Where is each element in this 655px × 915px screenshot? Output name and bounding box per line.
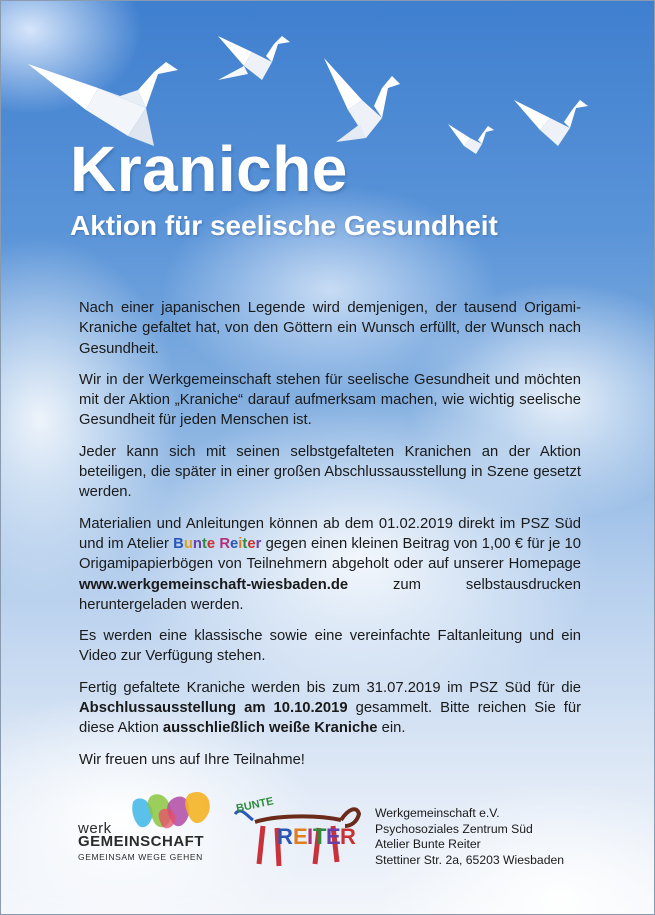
paragraph-materials: Materialien und Anleitungen können ab dem 01.02.2019 direkt im PSZ Süd und im Atelier Bunte Reiter gegen einen kleinen Beitrag von 1,00 € für je 10 Origamipapierbögen von Teilnehmern abgeholt oder auf unserer Homepage www.werkgemeinschaft-wiesbaden.de zum selbstausdrucken heruntergeladen werden.: [79, 515, 581, 613]
svg-text:E: E: [293, 824, 308, 849]
contact-line: Stettiner Str. 2a, 65203 Wiesbaden: [375, 852, 565, 867]
paragraph-intro: Wir in der Werkgemeinschaft stehen für seelische Gesundheit und möchten mit der Aktion „Kraniche“ darauf aufmerksam machen, wie wichtig seelische Gesundheit für jeden Menschen ist.: [79, 371, 581, 429]
wg-logo-tagline: GEMEINSAM WEGE GEHEN: [78, 852, 203, 862]
paragraph-deadline: Fertig gefaltete Kraniche werden bis zum 31.07.2019 im PSZ Süd für die Abschlussausstellung am 10.10.2019 gesammelt. Bitte reichen Sie für diese Aktion ausschließlich weiße Kraniche ein.: [79, 679, 581, 737]
paragraph-participation: Jeder kann sich mit seinen selbstgefalteten Kranichen an der Aktion beteiligen, die später in einer großen Abschlussausstellung in Szene gesetzt werden.: [79, 443, 581, 501]
origami-crane-icon: [322, 58, 400, 142]
body-text: [79, 298, 581, 781]
exhibition-date: Abschlussausstellung am 10.10.2019: [79, 700, 348, 717]
paragraph-closing: Wir freuen uns auf Ihre Teilnahme!: [79, 751, 305, 768]
brand-bunte-reiter: Bunte Reiter: [173, 535, 262, 552]
contact-address: [375, 806, 564, 868]
svg-text:R: R: [340, 824, 356, 849]
white-cranes-note: ausschließlich weiße Kraniche: [162, 720, 378, 737]
origami-crane-icon: [514, 98, 588, 148]
svg-text:R: R: [277, 824, 293, 849]
origami-crane-icon: [218, 30, 290, 86]
wg-logo-line2: GEMEINSCHAFT: [78, 833, 204, 850]
paragraph-instructions: Es werden eine klassische sowie eine vereinfachte Faltanleitung und ein Video zur Verfügung stehen.: [79, 628, 581, 665]
homepage-link[interactable]: www.werkgemeinschaft-wiesbaden.de: [79, 576, 349, 593]
svg-text:E: E: [326, 824, 341, 849]
paragraph-legend: Nach einer japanischen Legende wird demjenigen, der tausend Origami-Kraniche gefaltet hat, von den Göttern ein Wunsch erfüllt, der Wunsch nach Gesundheit.: [79, 300, 581, 357]
svg-text:T: T: [313, 824, 327, 849]
origami-crane-icon: [448, 124, 494, 156]
svg-text:I: I: [307, 824, 314, 849]
bunte-reiter-logo: [233, 792, 361, 870]
contact-line: Atelier Bunte Reiter: [375, 837, 481, 852]
svg-text:BUNTE: BUNTE: [235, 795, 275, 815]
contact-line: Psychosoziales Zentrum Süd: [375, 821, 533, 836]
werkgemeinschaft-logo: [76, 790, 226, 870]
wg-logo-line1: werk: [78, 820, 112, 837]
page-subtitle: Aktion für seelische Gesundheit: [70, 210, 498, 241]
contact-line: Werkgemeinschaft e.V.: [375, 806, 500, 820]
page-title: Kraniche: [70, 133, 348, 205]
